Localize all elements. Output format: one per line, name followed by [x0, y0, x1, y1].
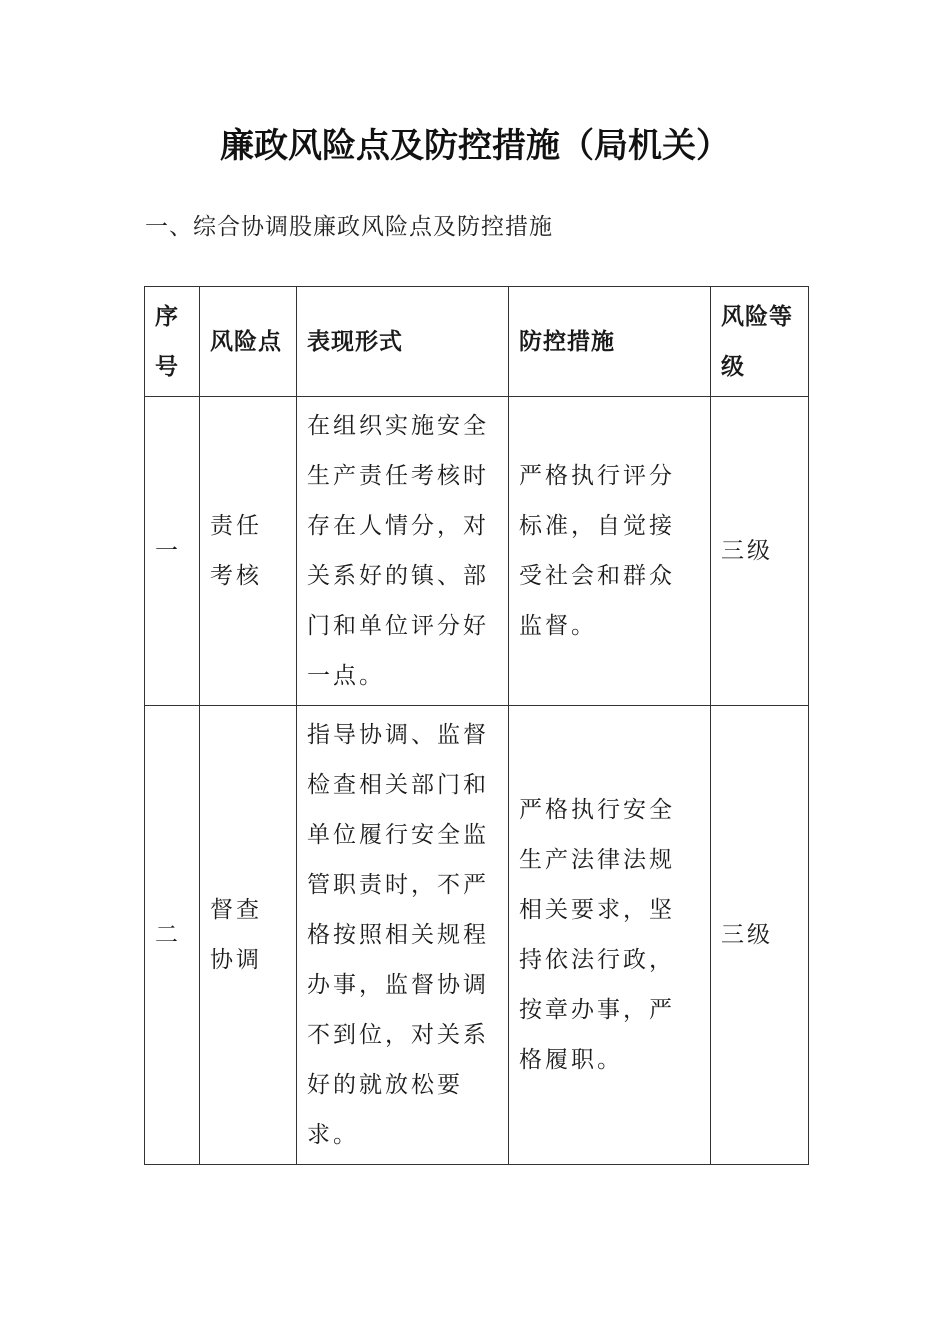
- row-manifestation: 指导协调、监督检查相关部门和单位履行安全监管职责时，不严格按照相关规程办事，监督协调不到位，对关系好的就放松要求。: [297, 706, 509, 1165]
- row-measures: 严格执行评分标准，自觉接受社会和群众监督。: [509, 397, 711, 706]
- document-title: 廉政风险点及防控措施（局机关）: [220, 126, 730, 166]
- header-measures: 防控措施: [509, 287, 711, 397]
- header-risk-level: 风险等级: [711, 287, 809, 397]
- row-index: 一: [145, 397, 200, 706]
- header-risk-point: 风险点: [200, 287, 297, 397]
- table-row: [145, 397, 809, 706]
- row-measures: 严格执行安全生产法律法规相关要求，坚持依法行政，按章办事，严格履职。: [509, 706, 711, 1165]
- row-risk-level: 三级: [711, 706, 809, 1165]
- row-risk-point: 督查协调: [200, 706, 297, 1165]
- row-risk-point: 责任考核: [200, 397, 297, 706]
- header-manifestation: 表现形式: [297, 287, 509, 397]
- row-index: 二: [145, 706, 200, 1165]
- header-index: 序号: [145, 287, 200, 397]
- section-heading: 一、综合协调股廉政风险点及防控措施: [145, 214, 553, 240]
- row-manifestation: 在组织实施安全生产责任考核时存在人情分，对关系好的镇、部门和单位评分好一点。: [297, 397, 509, 706]
- table-row: [145, 706, 809, 1165]
- row-risk-level: 三级: [711, 397, 809, 706]
- risk-table: [144, 286, 809, 1165]
- table-header-row: [145, 287, 809, 397]
